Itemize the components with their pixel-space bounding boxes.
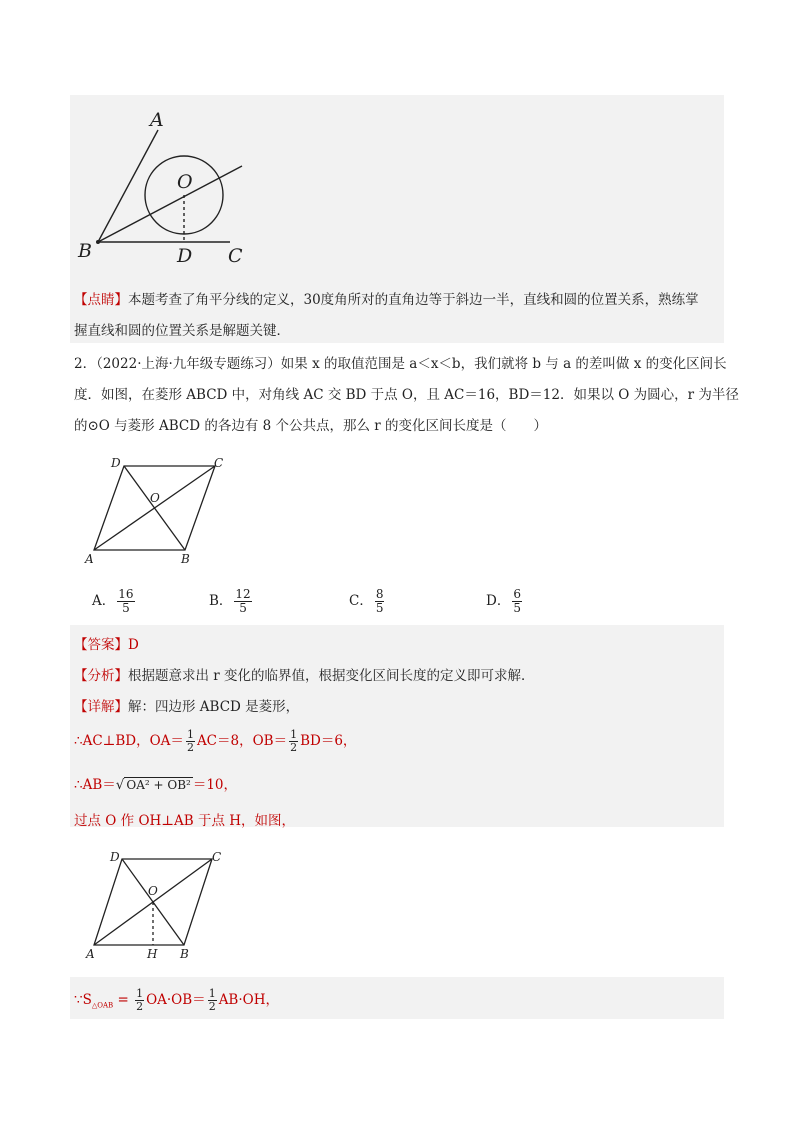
label-B: B — [180, 947, 189, 961]
solution-shaded-block — [70, 625, 724, 827]
answer-line — [74, 633, 139, 653]
detail-line-2: ∴AC⊥BD，OA＝ $\frac{1}{2}$ AC＝8，OB＝ $\frac{1}{2}$ BD＝6， — [74, 728, 357, 754]
label-A: A — [150, 109, 164, 131]
detail-line-3: ∴AB＝√ OA² + OB² ＝10， — [74, 777, 238, 793]
detail-tag: 【详解】 — [74, 699, 128, 715]
label-C: C — [228, 245, 243, 267]
figure-rhombus — [80, 452, 240, 570]
detail-line-1: 【详解】解：四边形 ABCD 是菱形， — [74, 699, 300, 715]
dianjing-line-2 — [74, 319, 290, 339]
label-O: O — [177, 171, 193, 193]
dianjing-text-2: 握直线和圆的位置关系是解题关键． — [74, 323, 290, 339]
analysis-line — [74, 664, 535, 684]
label-O: O — [148, 884, 158, 898]
dianjing-line-1 — [74, 288, 699, 308]
option-b[interactable]: B． $\frac{12}{5}$ — [209, 587, 251, 615]
dianjing-text-1: 本题考查了角平分线的定义，30度角所对的直角边等于斜边一半，直线和圆的位置关系，熟练掌 — [128, 292, 699, 308]
figure-angle-circle — [70, 100, 260, 270]
analysis-tag: 【分析】 — [74, 668, 128, 684]
label-D: D — [177, 245, 193, 267]
label-D: D — [110, 850, 120, 864]
option-a[interactable]: A． $\frac{16}{5}$ — [92, 587, 134, 615]
label-C: C — [212, 850, 222, 864]
answer-value: D — [128, 637, 139, 653]
label-O: O — [150, 491, 160, 505]
label-A: A — [85, 552, 94, 566]
label-D: D — [111, 456, 121, 470]
question-line-3: 的⊙O 与菱形 ABCD 的各边有 8 个公共点，那么 r 的变化区间长度是（ ） — [74, 418, 548, 434]
detail-line-4: 过点 O 作 OH⊥AB 于点 H，如图， — [74, 813, 296, 829]
label-B: B — [181, 552, 190, 566]
label-H: H — [147, 947, 158, 961]
dianjing-tag: 【点睛】 — [74, 292, 128, 308]
analysis-text: 根据题意求出 r 变化的临界值，根据变化区间长度的定义即可求解． — [128, 668, 535, 684]
question-line-2: 度．如图，在菱形 ABCD 中，对角线 AC 交 BD 于点 O，且 AC＝16，BD＝12．如果以 O 为圆心，r 为半径 — [74, 387, 739, 403]
label-B: B — [78, 240, 92, 262]
label-A: A — [86, 947, 95, 961]
option-c[interactable]: C． $\frac{8}{5}$ — [349, 587, 384, 615]
option-d[interactable]: D． $\frac{6}{5}$ — [486, 587, 521, 615]
detail-line-5: $\because S_{\triangle OAB}$ = $\frac{1}{2}$ OA·OB＝ $\frac{1}{2}$ AB·OH， — [74, 987, 279, 1013]
question-line-1: 2．（2022·上海·九年级专题练习）如果 x 的取值范围是 a＜x＜b，我们就将 b 与 a 的差叫做 x 的变化区间长 — [74, 356, 727, 372]
label-C: C — [214, 456, 224, 470]
answer-tag: 【答案】 — [74, 637, 128, 653]
figure-rhombus-altitude — [72, 837, 238, 973]
